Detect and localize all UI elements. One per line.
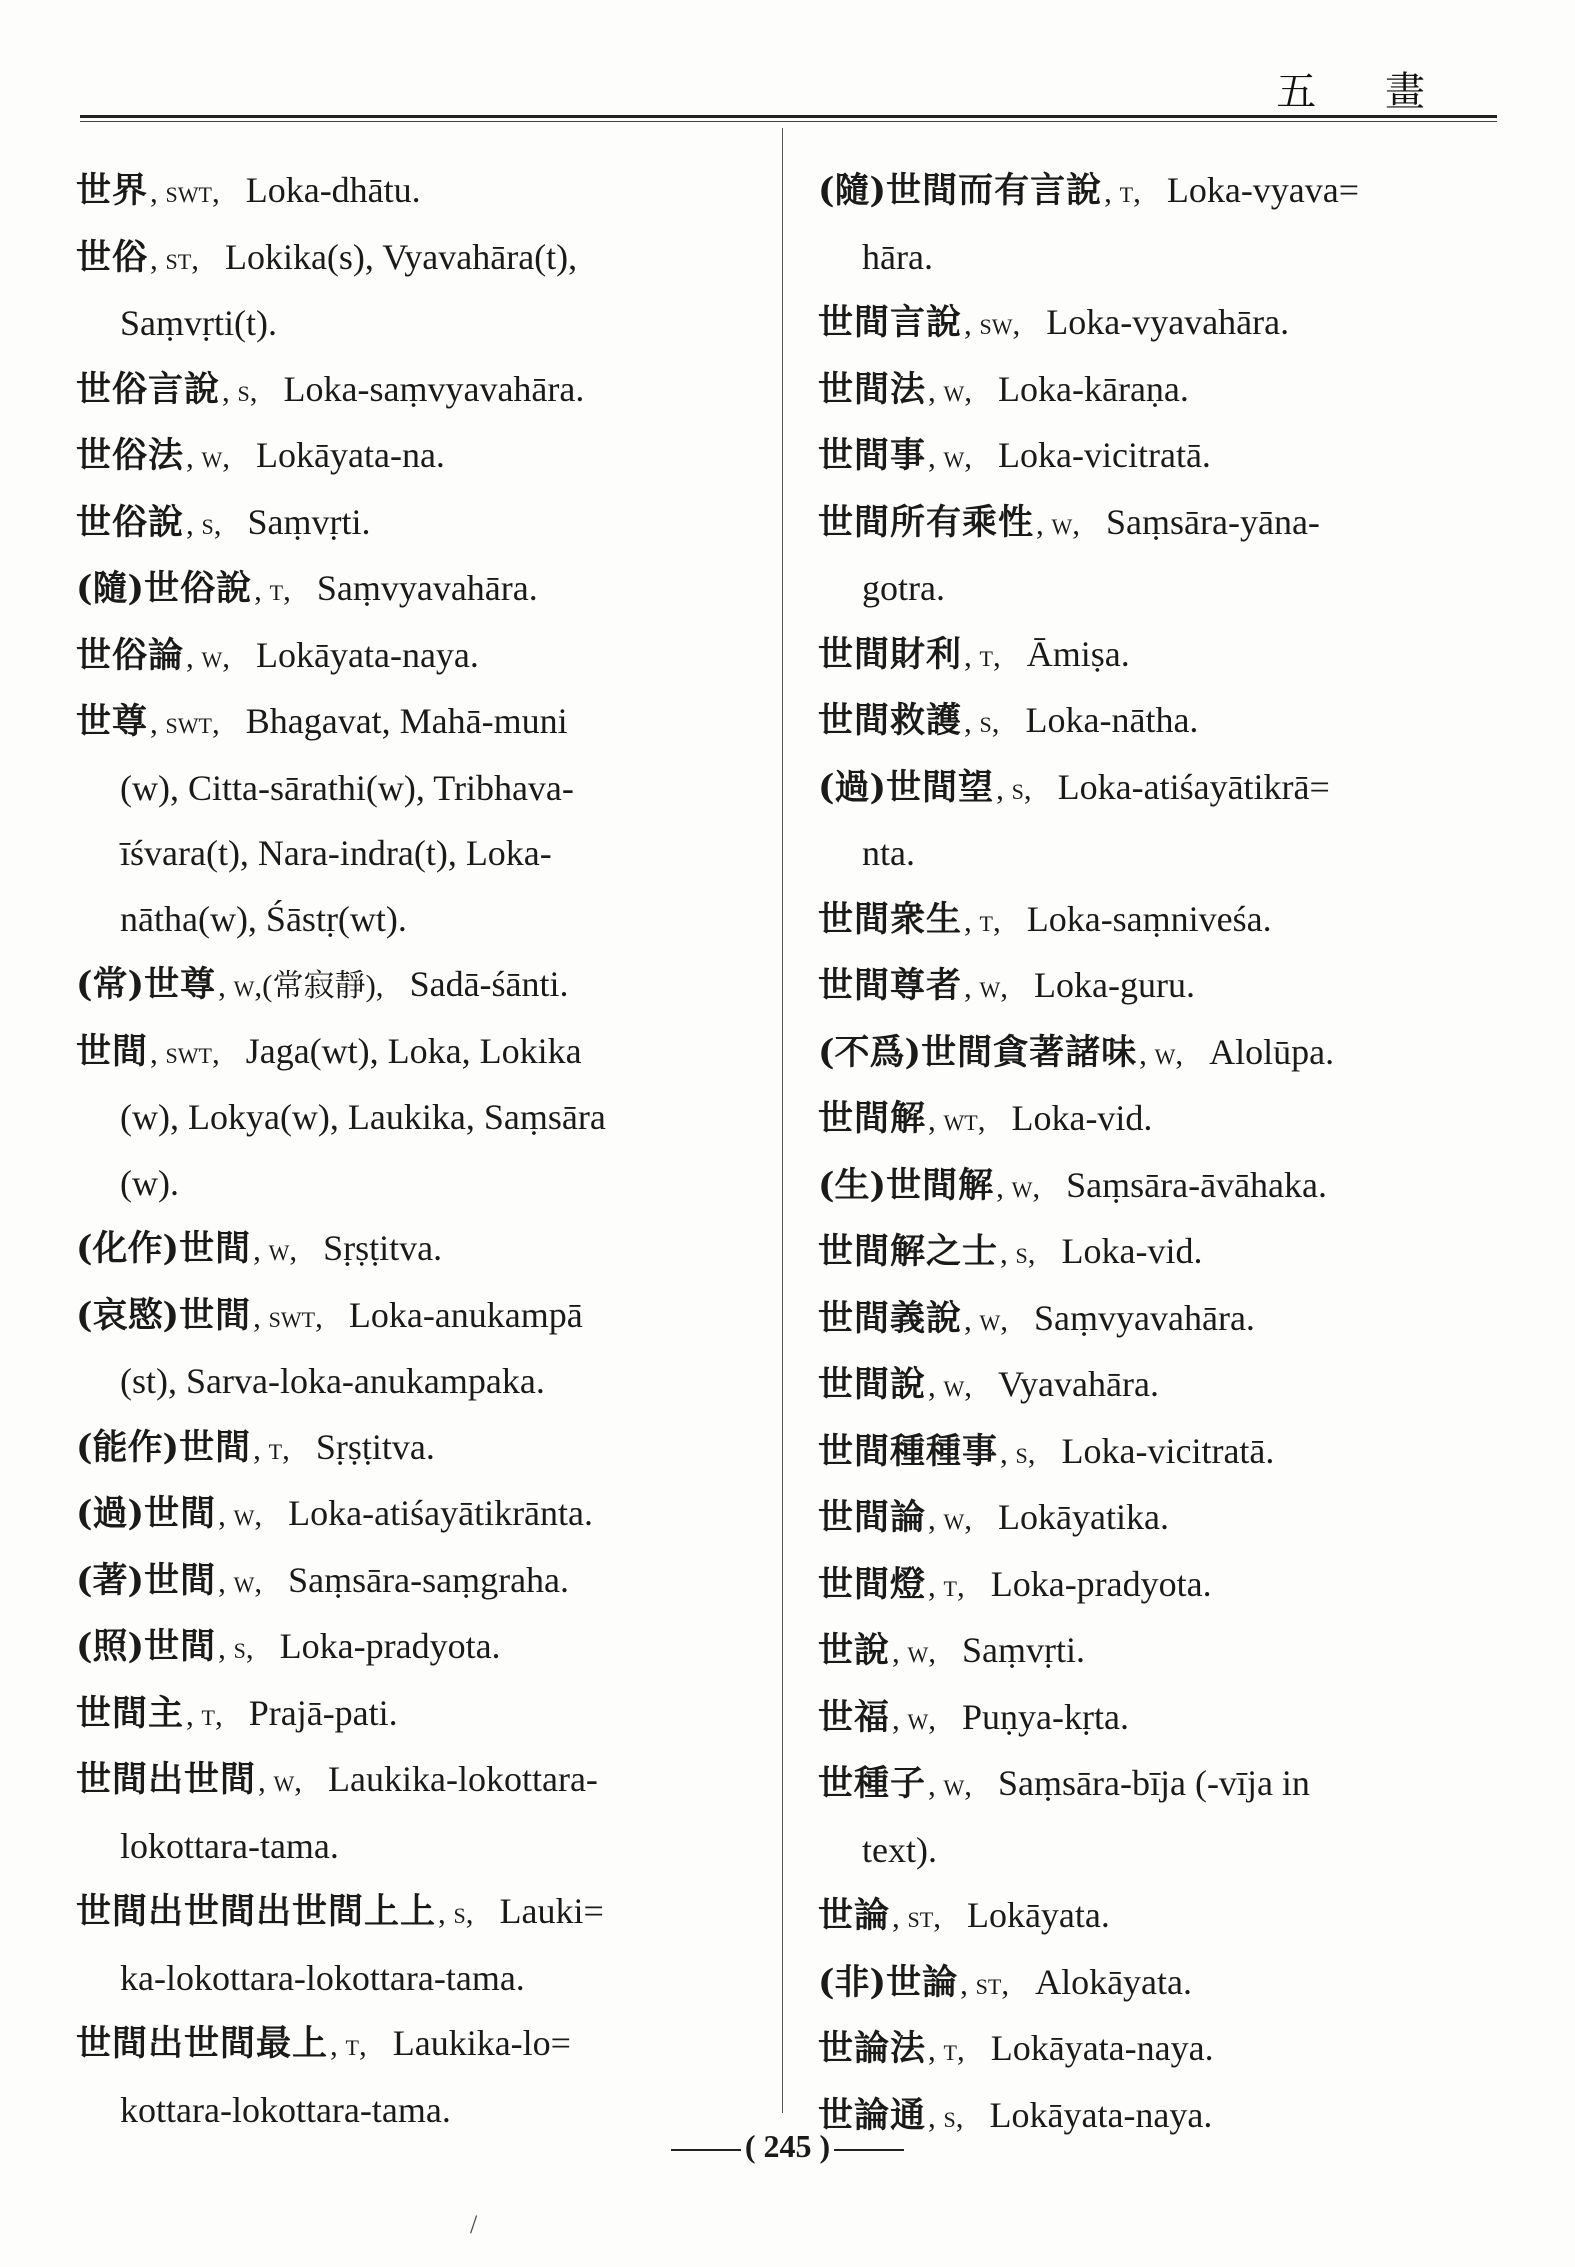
page-number: ( 245 ) bbox=[744, 2128, 831, 2164]
entry-sanskrit: Loka-pradyota. bbox=[279, 1626, 501, 1666]
entry-sanskrit: Loka-vyava= bbox=[1166, 170, 1360, 210]
entry-sanskrit: Loka-atiśayātikrā= bbox=[1057, 766, 1330, 807]
entry-term: 世間義說 bbox=[818, 1297, 963, 1339]
entry-source: , swt, bbox=[150, 705, 220, 740]
entry-term: 世俗言說 bbox=[76, 368, 221, 410]
entry-source: , wt, bbox=[928, 1102, 986, 1137]
dictionary-entry bbox=[818, 1950, 1488, 2017]
entry-prefix: (過) bbox=[76, 1493, 145, 1534]
entry-sanskrit: Loka-dhātu. bbox=[245, 170, 421, 210]
footer-dash-right bbox=[834, 2149, 904, 2151]
entry-sanskrit: Loka-anukampā bbox=[348, 1294, 583, 1335]
entry-prefix: (照) bbox=[76, 1626, 145, 1667]
entry-term: 世論 bbox=[886, 1961, 959, 2003]
entry-sanskrit: Bhagavat, Mahā-muni bbox=[245, 701, 568, 741]
entry-sanskrit: Sadā-śānti. bbox=[409, 964, 569, 1004]
entry-source: , t, bbox=[928, 1567, 965, 1603]
dictionary-entry bbox=[818, 1419, 1488, 1486]
entry-source: , st, bbox=[960, 1965, 1010, 2001]
entry-source: , w, bbox=[928, 1501, 973, 1536]
entry-continuation: nātha(w), Śāstṛ(wt). bbox=[120, 898, 407, 939]
entry-sanskrit: Saṃvyavahāra. bbox=[316, 568, 538, 608]
left-column bbox=[76, 158, 736, 2143]
entry-term: 世間解 bbox=[886, 1164, 995, 1206]
dictionary-entry bbox=[818, 158, 1488, 290]
entry-continuation: (st), Sarva-loka-anukampaka. bbox=[120, 1361, 545, 1401]
entry-term: 世間財利 bbox=[818, 633, 963, 675]
header-rule bbox=[80, 115, 1497, 118]
dictionary-entry bbox=[76, 1415, 736, 1482]
entry-source: , swt, bbox=[150, 1034, 220, 1070]
entry-term: 世尊 bbox=[144, 964, 217, 1005]
dictionary-entry bbox=[818, 1286, 1488, 1353]
dictionary-entry bbox=[818, 1020, 1488, 1087]
entry-sanskrit: Loka-saṃniveśa. bbox=[1026, 898, 1272, 939]
entry-source: , st, bbox=[150, 240, 199, 276]
entry-source: , s, bbox=[996, 770, 1032, 806]
entry-sanskrit: Jaga(wt), Loka, Lokika bbox=[245, 1030, 582, 1071]
right-column bbox=[818, 158, 1488, 2149]
entry-term: 世間主 bbox=[76, 1692, 185, 1734]
entry-prefix: (常) bbox=[76, 964, 145, 1005]
entry-prefix: (過) bbox=[818, 766, 887, 808]
entry-term: 世間 bbox=[179, 1294, 252, 1336]
entry-term: 世間衆生 bbox=[818, 898, 963, 940]
entry-term: 世福 bbox=[818, 1696, 891, 1738]
entry-term: 世間 bbox=[144, 1559, 217, 1601]
dictionary-entry bbox=[76, 1481, 736, 1548]
dictionary-entry bbox=[818, 1618, 1488, 1685]
dictionary-entry bbox=[818, 1153, 1488, 1220]
dictionary-entry bbox=[76, 158, 736, 225]
entry-sanskrit: Vyavahāra. bbox=[998, 1364, 1159, 1404]
entry-term: 世界 bbox=[76, 170, 149, 211]
entry-source: , sw, bbox=[964, 306, 1021, 341]
entry-sanskrit: Alokāyata. bbox=[1035, 1961, 1193, 2002]
footer-dash-left bbox=[671, 2149, 741, 2151]
entry-source: , t, bbox=[186, 1696, 223, 1732]
entry-sanskrit: Loka-vicitratā. bbox=[998, 435, 1211, 475]
dictionary-entry bbox=[818, 1751, 1488, 1883]
entry-term: 世間種種事 bbox=[818, 1430, 999, 1472]
entry-prefix: (非) bbox=[818, 1961, 887, 2003]
entry-term: 世間出世間最上 bbox=[76, 2023, 329, 2064]
entry-source: , w, bbox=[964, 969, 1009, 1004]
entry-source: , s, bbox=[186, 505, 222, 541]
entry-sanskrit: Loka-guru. bbox=[1034, 965, 1195, 1005]
entry-sanskrit: Saṃsāra-āvāhaka. bbox=[1066, 1164, 1328, 1205]
entry-source: , w, bbox=[218, 1497, 263, 1532]
dictionary-entry bbox=[818, 622, 1488, 689]
dictionary-entry bbox=[76, 1747, 736, 1879]
entry-source: , t, bbox=[964, 637, 1001, 673]
entry-term: 世俗論 bbox=[76, 634, 185, 676]
entry-source: , w, bbox=[258, 1763, 303, 1798]
entry-term: 世間望 bbox=[886, 766, 995, 808]
entry-source: , s, bbox=[1000, 1434, 1036, 1470]
entry-source: , w, bbox=[928, 372, 973, 408]
entry-sanskrit: Loka-saṃvyavahāra. bbox=[283, 368, 585, 409]
entry-prefix: (哀愍) bbox=[76, 1294, 180, 1336]
entry-sanskrit: Laukika-lokottara- bbox=[328, 1759, 598, 1799]
entry-sanskrit: Loka-vid. bbox=[1011, 1098, 1153, 1138]
entry-source: , s, bbox=[928, 2098, 964, 2134]
dictionary-entry bbox=[818, 357, 1488, 424]
entry-source: , s, bbox=[222, 372, 258, 408]
column-divider bbox=[782, 128, 783, 2113]
entry-source: , t, bbox=[928, 2032, 965, 2067]
entry-term: 世間出世間出世間上上 bbox=[76, 1891, 437, 1932]
dictionary-entry bbox=[818, 1883, 1488, 1950]
dictionary-entry bbox=[76, 1216, 736, 1283]
entry-term: 世間出世間 bbox=[76, 1759, 257, 1800]
dictionary-entry bbox=[818, 953, 1488, 1020]
entry-continuation: kottara-lokottara-tama. bbox=[120, 2089, 451, 2130]
dictionary-entry bbox=[76, 1019, 736, 1217]
dictionary-entry bbox=[76, 1283, 736, 1415]
entry-term: 世間救護 bbox=[818, 700, 963, 741]
entry-prefix: (化作) bbox=[76, 1228, 180, 1269]
entry-sanskrit: Saṃvṛti. bbox=[962, 1630, 1086, 1670]
entry-continuation: text). bbox=[862, 1829, 937, 1870]
entry-continuation: (w). bbox=[120, 1162, 179, 1203]
entry-source: , w, bbox=[928, 1767, 973, 1802]
entry-term: 世間論 bbox=[818, 1497, 927, 1538]
dictionary-entry bbox=[818, 1485, 1488, 1552]
dictionary-entry bbox=[818, 1552, 1488, 1619]
entry-term: 世間 bbox=[144, 1493, 217, 1534]
entry-sanskrit: Saṃvyavahāra. bbox=[1034, 1297, 1255, 1338]
entry-sanskrit: Puṇya-kṛta. bbox=[962, 1696, 1129, 1737]
entry-term: 世間解之士 bbox=[818, 1231, 999, 1272]
entry-sanskrit: Saṃsāra-yāna- bbox=[1106, 501, 1320, 542]
entry-continuation: īśvara(t), Nara-indra(t), Loka- bbox=[120, 833, 552, 873]
dictionary-entry bbox=[76, 1548, 736, 1615]
entry-term: 世俗說 bbox=[76, 501, 185, 543]
dictionary-entry bbox=[76, 2011, 736, 2143]
entry-sanskrit: Prajā-pati. bbox=[248, 1692, 398, 1733]
entry-term: 世間貪著諸味 bbox=[921, 1031, 1138, 1073]
dictionary-entry bbox=[76, 357, 736, 424]
entry-source: , w,(常寂靜), bbox=[218, 968, 384, 1003]
entry-source: , w, bbox=[892, 1700, 937, 1736]
entry-sanskrit: Loka-vicitratā. bbox=[1061, 1430, 1275, 1471]
entry-continuation: ka-lokottara-lokottara-tama. bbox=[120, 1957, 525, 1998]
entry-source: , w, bbox=[186, 638, 231, 674]
dictionary-entry bbox=[76, 490, 736, 557]
entry-term: 世俗 bbox=[76, 236, 149, 278]
dictionary-entry bbox=[818, 1086, 1488, 1153]
dictionary-entry bbox=[76, 225, 736, 357]
entry-continuation: (w), Lokya(w), Laukika, Saṃsāra bbox=[120, 1097, 606, 1137]
entry-term: 世間法 bbox=[818, 368, 927, 410]
entry-sanskrit: Laukika-lo= bbox=[392, 2023, 571, 2063]
entry-source: , w, bbox=[218, 1563, 263, 1599]
entry-term: 世論通 bbox=[818, 2094, 927, 2136]
dictionary-entry bbox=[76, 623, 736, 690]
entry-sanskrit: Lauki= bbox=[499, 1891, 604, 1931]
entry-term: 世間 bbox=[179, 1426, 252, 1468]
entry-continuation: hāra. bbox=[862, 236, 933, 277]
entry-sanskrit: Saṃsāra-bīja (-vīja in bbox=[998, 1763, 1310, 1803]
dictionary-entry bbox=[76, 1879, 736, 2011]
entry-term: 世間而有言說 bbox=[886, 170, 1103, 211]
dictionary-entry bbox=[818, 2016, 1488, 2083]
entry-term: 世論 bbox=[818, 1895, 891, 1936]
entry-source: , s, bbox=[438, 1895, 474, 1930]
entry-term: 世俗說 bbox=[144, 568, 253, 609]
entry-term: 世種子 bbox=[818, 1763, 927, 1804]
dictionary-entry bbox=[818, 290, 1488, 357]
dictionary-entry bbox=[818, 688, 1488, 755]
entry-sanskrit: Saṃsāra-saṃgraha. bbox=[288, 1559, 570, 1600]
entry-source: , s, bbox=[218, 1630, 254, 1665]
entry-source: , s, bbox=[964, 704, 1000, 739]
entry-term: 世間所有乘性 bbox=[818, 501, 1035, 543]
entry-sanskrit: Lokāyata. bbox=[966, 1895, 1110, 1935]
entry-prefix: (隨) bbox=[76, 568, 145, 609]
entry-sanskrit: Loka-pradyota. bbox=[990, 1563, 1212, 1604]
entry-term: 世間言說 bbox=[818, 302, 963, 343]
entry-source: , t, bbox=[964, 902, 1001, 938]
entry-source: , swt, bbox=[253, 1298, 323, 1334]
dictionary-entry bbox=[818, 1685, 1488, 1752]
dictionary-entry bbox=[76, 556, 736, 623]
entry-source: , w, bbox=[253, 1232, 298, 1267]
entry-continuation: (w), Citta-sārathi(w), Tribhava- bbox=[120, 767, 574, 808]
entry-source: , w, bbox=[186, 439, 231, 474]
entry-sanskrit: Loka-vid. bbox=[1061, 1231, 1203, 1271]
entry-sanskrit: Loka-kāraṇa. bbox=[998, 368, 1189, 409]
entry-source: , t, bbox=[330, 2027, 367, 2062]
entry-source: , w, bbox=[892, 1634, 937, 1669]
dictionary-entry bbox=[76, 1614, 736, 1681]
entry-source: , w, bbox=[1139, 1035, 1184, 1071]
entry-sanskrit: Saṃvṛti. bbox=[247, 501, 371, 542]
entry-continuation: Saṃvṛti(t). bbox=[120, 303, 277, 343]
entry-sanskrit: Lokāyata-naya. bbox=[256, 634, 479, 675]
entry-term: 世間解 bbox=[818, 1098, 927, 1139]
entry-prefix: (著) bbox=[76, 1559, 145, 1601]
entry-sanskrit: Loka-vyavahāra. bbox=[1046, 302, 1290, 342]
entry-source: , w, bbox=[928, 439, 973, 474]
entry-source: , t, bbox=[254, 572, 291, 607]
entry-term: 世間 bbox=[76, 1030, 149, 1072]
dictionary-entry bbox=[76, 423, 736, 490]
entry-source: , s, bbox=[1000, 1235, 1036, 1270]
entry-source: , t, bbox=[1104, 174, 1141, 209]
entry-term: 世間說 bbox=[818, 1364, 927, 1405]
entry-prefix: (不爲) bbox=[818, 1031, 922, 1073]
entry-prefix: (生) bbox=[818, 1164, 887, 1206]
entry-term: 世論法 bbox=[818, 2028, 927, 2069]
entry-sanskrit: Lokāyata-na. bbox=[256, 435, 445, 475]
entry-sanskrit: Loka-atiśayātikrānta. bbox=[288, 1493, 594, 1533]
stray-ink-mark: / bbox=[470, 2210, 478, 2239]
entry-term: 世間 bbox=[179, 1228, 252, 1269]
entry-source: , w, bbox=[1036, 505, 1081, 541]
entry-continuation: gotra. bbox=[862, 568, 945, 608]
entry-term: 世間事 bbox=[818, 435, 927, 476]
entry-term: 世說 bbox=[818, 1630, 891, 1671]
entry-prefix: (能作) bbox=[76, 1426, 180, 1468]
entry-sanskrit: Āmiṣa. bbox=[1026, 633, 1130, 674]
entry-sanskrit: Loka-nātha. bbox=[1025, 700, 1199, 740]
entry-sanskrit: Sṛṣṭitva. bbox=[323, 1228, 443, 1268]
dictionary-entry bbox=[818, 423, 1488, 490]
entry-source: , swt, bbox=[150, 174, 220, 209]
entry-term: 世尊 bbox=[76, 701, 149, 742]
section-heading: 五 畫 bbox=[1276, 69, 1453, 115]
entry-sanskrit: Lokāyata-naya. bbox=[990, 2028, 1214, 2068]
dictionary-entry bbox=[76, 689, 736, 952]
entry-source: , w, bbox=[996, 1168, 1041, 1204]
entry-continuation: lokottara-tama. bbox=[120, 1825, 339, 1866]
dictionary-entry bbox=[818, 1219, 1488, 1286]
entry-source: , t, bbox=[253, 1430, 290, 1466]
entry-continuation: nta. bbox=[862, 833, 915, 873]
entry-sanskrit: Alolūpa. bbox=[1209, 1031, 1335, 1072]
entry-term: 世間燈 bbox=[818, 1563, 927, 1605]
entry-source: , w, bbox=[928, 1368, 973, 1403]
entry-sanskrit: Lokika(s), Vyavahāra(t), bbox=[224, 236, 578, 277]
dictionary-entry bbox=[818, 490, 1488, 622]
page-footer bbox=[0, 2128, 1575, 2165]
entry-sanskrit: Sṛṣṭitva. bbox=[315, 1426, 435, 1467]
entry-sanskrit: Lokāyata-naya. bbox=[989, 2094, 1213, 2135]
entry-term: 世間 bbox=[144, 1626, 217, 1667]
dictionary-entry bbox=[76, 1681, 736, 1748]
dictionary-entry bbox=[818, 1352, 1488, 1419]
entry-prefix: (隨) bbox=[818, 170, 887, 211]
entry-term: 世間尊者 bbox=[818, 965, 963, 1006]
entry-source: , st, bbox=[892, 1899, 941, 1934]
dictionary-entry bbox=[76, 952, 736, 1019]
dictionary-entry bbox=[818, 887, 1488, 954]
header-rule-thin bbox=[80, 121, 1497, 122]
entry-term: 世俗法 bbox=[76, 435, 185, 476]
dictionary-entry bbox=[818, 755, 1488, 887]
entry-sanskrit: Lokāyatika. bbox=[998, 1497, 1169, 1537]
entry-source: , w, bbox=[964, 1301, 1009, 1337]
